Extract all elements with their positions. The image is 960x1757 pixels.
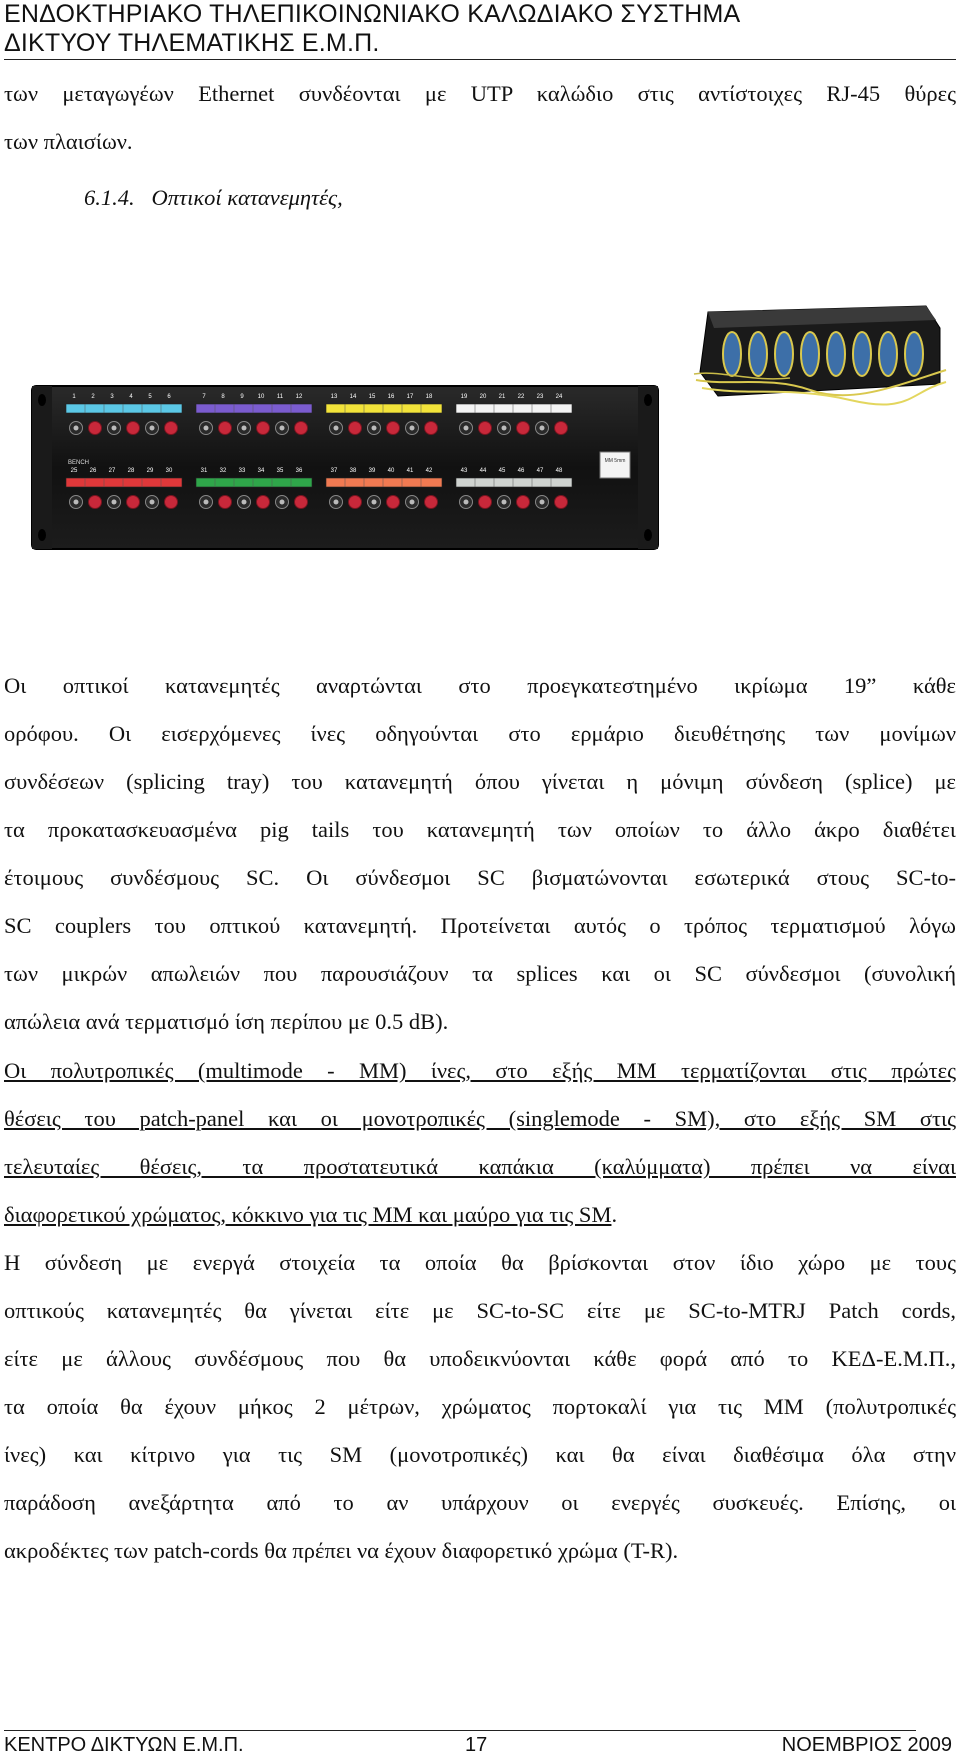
port-number-label: 3 [110, 394, 114, 400]
port-number-label: 11 [276, 394, 284, 400]
color-strip-top [66, 404, 182, 413]
port-ferrule [204, 500, 209, 505]
p2-line-2: θέσεις του patch-panel και οι μονοτροπικές (singlemode - SM), στο εξής SM στις [4, 1106, 956, 1131]
port-number-label: 29 [146, 468, 154, 474]
paragraph-2 [4, 1047, 956, 1239]
red-dust-cap [89, 496, 102, 509]
port-number-label: 48 [555, 468, 563, 474]
p1-line-1: Οι οπτικοί κατανεμητές αναρτώνται στο προεγκατεστημένο ικρίωμα 19” κάθε [4, 673, 956, 698]
port-number-label: 34 [257, 468, 265, 474]
p3-line-5: ίνες) και κίτρινο για τις SM (μονοτροπικές) και θα είναι διαθέσιμα όλα στην [4, 1442, 956, 1467]
p3-line-6: παράδοση ανεξάρτητα από το αν υπάρχουν οι ενεργές συσκευές. Επίσης, οι [4, 1490, 956, 1515]
port-number-label: 44 [479, 468, 487, 474]
port-ferrule [204, 426, 209, 431]
port-number-label: 1 [72, 394, 76, 400]
port-number-label: 17 [406, 394, 414, 400]
red-dust-cap [127, 496, 140, 509]
red-dust-cap [425, 496, 438, 509]
port-ferrule [540, 426, 545, 431]
port-ferrule [410, 500, 415, 505]
port-number-label: 26 [89, 468, 97, 474]
port-number-label: 12 [295, 394, 303, 400]
red-dust-cap [387, 496, 400, 509]
p2-line-3: τελευταίες θέσεις, τα προστατευτικά καπάκια (καλύμματα) πρέπει να είναι [4, 1154, 956, 1179]
port-number-label: 33 [238, 468, 246, 474]
header-line-1: ΕΝΔΟΚΤΗΡΙΑΚΟ ΤΗΛΕΠΙΚΟΙΝΩΝΙΑΚΟ ΚΑΛΩΔΙΑΚΟ ΣΥΣΤΗΜΑ [4, 0, 741, 28]
p1-line-7: των μικρών απωλειών που παρουσιάζουν τα splices και οι SC σύνδεσμοι (συνολική [4, 961, 956, 986]
color-strip-top [326, 404, 442, 413]
red-dust-cap [127, 422, 140, 435]
red-dust-cap [425, 422, 438, 435]
port-number-label: 46 [517, 468, 525, 474]
port-number-label: 4 [129, 394, 133, 400]
port-number-label: 19 [460, 394, 468, 400]
red-dust-cap [517, 422, 530, 435]
port-ferrule [280, 500, 285, 505]
port-ferrule [242, 426, 247, 431]
p3-line-4: τα οποία θα έχουν μήκος 2 μέτρων, χρώματος πορτοκαλί για τις MM (πολυτροπικές [4, 1394, 956, 1419]
port-ferrule [150, 500, 155, 505]
port-ferrule [372, 500, 377, 505]
red-dust-cap [295, 422, 308, 435]
p1-line-4: τα προκατασκευασμένα pig tails του κατανεμητή των οποίων το άλλο άκρο διαθέτει [4, 817, 956, 842]
port-ferrule [334, 426, 339, 431]
port-number-label: 8 [221, 394, 225, 400]
port-number-label: 5 [148, 394, 152, 400]
port-number-label: 25 [70, 468, 78, 474]
red-dust-cap [165, 422, 178, 435]
port-number-label: 47 [536, 468, 544, 474]
p1-line-3: συνδέσεων (splicing tray) του κατανεμητή όπου γίνεται η μόνιμη σύνδεση (splice) με [4, 769, 956, 794]
port-number-label: 41 [406, 468, 414, 474]
port-ferrule [112, 426, 117, 431]
p1-line-6: SC couplers του οπτικού κατανεμητή. Προτείνεται αυτός ο τρόπος τερματισμού λόγω [4, 913, 956, 938]
section-heading [84, 185, 343, 211]
red-dust-cap [555, 422, 568, 435]
p1-line-5: έτοιμους συνδέσμους SC. Οι σύνδεσμοι SC βισματώνονται εσωτερικά στους SC-to- [4, 865, 956, 890]
port-ferrule [540, 500, 545, 505]
port-number-label: 40 [387, 468, 395, 474]
p1-line-8: απώλεια ανά τερματισμό ίση περίπου με 0.5 dB). [4, 1009, 449, 1034]
fiber-spool [723, 332, 741, 376]
intro-paragraph [4, 70, 956, 166]
fiber-spool [801, 332, 819, 376]
port-number-label: 32 [219, 468, 227, 474]
p1-line-2: ορόφου. Οι εισερχόμενες ίνες οδηγούνται στο ερμάριο διευθέτησης των μονίμων [4, 721, 956, 746]
page-header [4, 0, 740, 58]
paragraph-3 [4, 1239, 956, 1575]
port-ferrule [372, 426, 377, 431]
panel-side-label: MM 5mm [604, 458, 626, 464]
port-number-label: 24 [555, 394, 563, 400]
fiber-spool [905, 332, 923, 376]
port-number-label: 21 [498, 394, 506, 400]
port-number-label: 18 [425, 394, 433, 400]
port-ferrule [150, 426, 155, 431]
color-strip-bottom [66, 478, 182, 487]
port-ferrule [502, 500, 507, 505]
p3-line-1: Η σύνδεση με ενεργά στοιχεία τα οποία θα βρίσκονται στον ίδιο χώρο με τους [4, 1250, 956, 1275]
footer-rule [4, 1730, 916, 1731]
p2-line-4: διαφορετικού χρώματος, κόκκινο για τις MM και μαύρο για τις SM [4, 1202, 612, 1227]
red-dust-cap [387, 422, 400, 435]
p2-line-1: Οι πολυτροπικές (multimode - MM) ίνες, στο εξής MM τερματίζονται στις πρώτες [4, 1058, 956, 1083]
color-strip-top [456, 404, 572, 413]
p3-line-3: είτε με άλλους συνδέσμους που θα υποδεικνύονται κάθε φορά από το ΚΕΔ-Ε.Μ.Π., [4, 1346, 956, 1371]
red-dust-cap [349, 422, 362, 435]
port-number-label: 37 [330, 468, 338, 474]
section-title: Οπτικοί κατανεμητές, [151, 185, 343, 210]
section-number: 6.1.4. [84, 185, 135, 210]
header-rule [4, 59, 956, 60]
paragraph-1 [4, 662, 956, 1046]
port-number-label: 14 [349, 394, 357, 400]
port-number-label: 10 [257, 394, 265, 400]
red-dust-cap [257, 496, 270, 509]
p3-line-2: οπτικούς κατανεμητές θα γίνεται είτε με SC-to-SC είτε με SC-to-MTRJ Patch cords, [4, 1298, 956, 1323]
panel-brand-label: BENCH [68, 460, 90, 466]
patch-panel-front-image [30, 380, 662, 555]
port-ferrule [334, 500, 339, 505]
port-ferrule [74, 426, 79, 431]
red-dust-cap [257, 422, 270, 435]
port-number-label: 30 [165, 468, 173, 474]
red-dust-cap [479, 496, 492, 509]
port-number-label: 16 [387, 394, 395, 400]
port-ferrule [242, 500, 247, 505]
port-number-label: 9 [240, 394, 244, 400]
footer-left: ΚΕΝΤΡΟ ΔΙΚΤΥΩΝ Ε.Μ.Π. [4, 1734, 244, 1756]
port-number-label: 27 [108, 468, 116, 474]
port-number-label: 36 [295, 468, 303, 474]
port-number-label: 31 [200, 468, 208, 474]
port-number-label: 20 [479, 394, 487, 400]
port-number-label: 42 [425, 468, 433, 474]
port-ferrule [410, 426, 415, 431]
page-number: 17 [465, 1734, 488, 1756]
red-dust-cap [219, 422, 232, 435]
port-number-label: 45 [498, 468, 506, 474]
red-dust-cap [479, 422, 492, 435]
fiber-spool [827, 332, 845, 376]
port-ferrule [280, 426, 285, 431]
port-ferrule [464, 500, 469, 505]
port-number-label: 38 [349, 468, 357, 474]
port-number-label: 23 [536, 394, 544, 400]
port-number-label: 13 [330, 394, 338, 400]
red-dust-cap [555, 496, 568, 509]
red-dust-cap [89, 422, 102, 435]
fiber-spool [775, 332, 793, 376]
color-strip-bottom [456, 478, 572, 487]
port-number-label: 43 [460, 468, 468, 474]
port-number-label: 15 [368, 394, 376, 400]
header-line-2: ΔΙΚΤΥΟΥ ΤΗΛΕΜΑΤΙΚΗΣ Ε.Μ.Π. [4, 29, 380, 57]
color-strip-top [196, 404, 312, 413]
port-ferrule [74, 500, 79, 505]
port-number-label: 22 [517, 394, 525, 400]
splice-tray-image [690, 300, 950, 412]
port-number-label: 35 [276, 468, 284, 474]
red-dust-cap [295, 496, 308, 509]
port-number-label: 6 [167, 394, 171, 400]
port-number-label: 2 [91, 394, 95, 400]
fiber-spool [749, 332, 767, 376]
color-strip-bottom [196, 478, 312, 487]
red-dust-cap [219, 496, 232, 509]
red-dust-cap [517, 496, 530, 509]
intro-line-2: των πλαισίων. [4, 129, 133, 154]
red-dust-cap [349, 496, 362, 509]
fiber-spool [879, 332, 897, 376]
port-number-label: 28 [127, 468, 135, 474]
port-ferrule [502, 426, 507, 431]
fiber-spool [853, 332, 871, 376]
port-ferrule [464, 426, 469, 431]
color-strip-bottom [326, 478, 442, 487]
port-number-label: 39 [368, 468, 376, 474]
port-ferrule [112, 500, 117, 505]
port-number-label: 7 [202, 394, 206, 400]
red-dust-cap [165, 496, 178, 509]
p2-trailing: . [611, 1202, 618, 1227]
footer-right: ΝΟΕΜΒΡΙΟΣ 2009 [781, 1734, 952, 1756]
p3-line-7: ακροδέκτες των patch-cords θα πρέπει να έχουν διαφορετικό χρώμα (T-R). [4, 1538, 679, 1563]
intro-line-1: των μεταγωγέων Ethernet συνδέονται με UTP καλώδιο στις αντίστοιχες RJ-45 θύρες [4, 81, 956, 106]
